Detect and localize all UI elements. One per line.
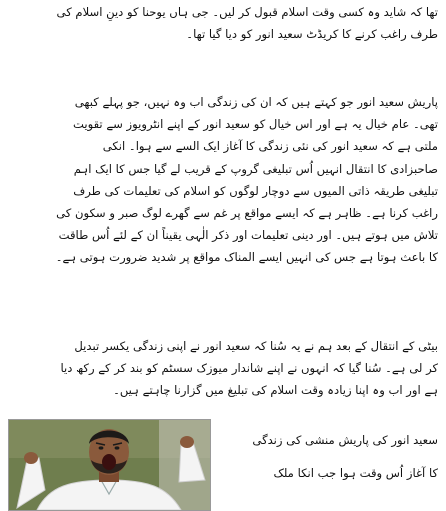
article-paragraph-3 xyxy=(6,335,438,402)
photo-illustration xyxy=(9,420,210,510)
article-paragraph-1 xyxy=(6,1,438,45)
open-mouth xyxy=(102,454,116,470)
paragraph-line: تھی۔ عام خیال یہ ہے اور اس خیال کو سعید انور کے اپنے انٹرویوز سے تقویت xyxy=(72,117,438,132)
article-paragraph-2 xyxy=(6,91,438,269)
caption-line: کا آغاز اُس وقت ہوا جب انکا ملک xyxy=(273,466,438,480)
paragraph-line: راغب کرنا ہے۔ ظاہر ہے کہ ایسے مواقع پر غم سے گھرے لوگ صبر و سکون کی xyxy=(56,205,438,220)
paragraph-line: ملتی ہے کہ سعید انور کی نئی زندگی کا آغاز ایک السے سے ہوا۔ انکی xyxy=(102,139,438,154)
paragraph-line: بیٹی کے انتقال کے بعد ہم نے یہ سُنا کہ سعید انور نے اپنی زندگی یکسر تبدیل xyxy=(74,339,438,353)
paragraph-line: ہے اور اب وہ اپنا زیادہ وقت اسلام کی تبلیغ میں گزارنا چاہتے ہیں۔ xyxy=(113,383,438,398)
cricketer-photo xyxy=(8,419,211,511)
paragraph-line: تبلیغی طریقہ ذاتی المیوں سے دوچار لوگوں کو اسلام کی تعلیمات کی طرف xyxy=(73,183,438,198)
paragraph-line: طرف راغب کرنے کا کریڈٹ سعید انور کو دیا گیا تھا۔ xyxy=(186,27,438,42)
paragraph-line: کر لی ہے۔ سُنا گیا کہ انہوں نے اپنے شاندار میوزک سسٹم کو بند کر کے رکھ دیا xyxy=(60,361,438,376)
paragraph-line: کا باعث ہوتا ہے جس کی انہیں ایسے المناک مواقع پر شدید ضرورت ہوتی ہے۔ xyxy=(55,250,438,265)
caption-line: سعید انور کی پاریش منشی کی زندگی xyxy=(252,433,438,447)
photo-caption xyxy=(222,424,438,490)
paragraph-line: پاریش سعید انور جو کہتے ہیں کہ ان کی زندگی اب وہ نہیں، جو پہلے کبھی xyxy=(74,95,438,109)
paragraph-line: تھا کہ شاید وہ کسی وقت اسلام قبول کر لیں۔ جی ہاں یوحنا کو دینِ اسلام کی xyxy=(56,5,438,19)
paragraph-line: صاحبزادی کا انتقال انہیں اُس تبلیغی گروپ کے قریب لے گیا جس کا ایک اہم xyxy=(73,161,438,176)
paragraph-line: تلاش میں ہوتے ہیں۔ اور دینی تعلیمات اور ذکر الٰہی یقیناً ان کے لئے اُس طاقت xyxy=(58,228,438,243)
